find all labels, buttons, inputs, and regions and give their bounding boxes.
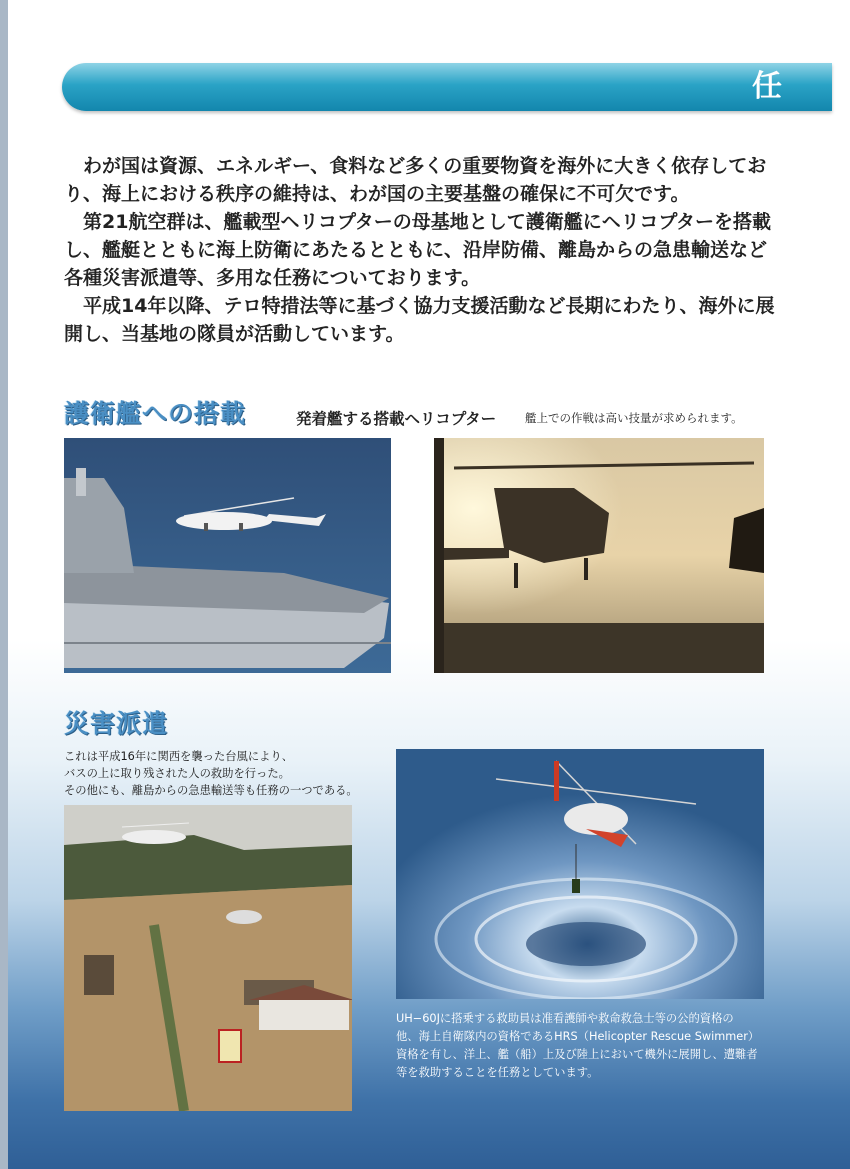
caption-landing-helicopter: 発着艦する搭載ヘリコプター bbox=[296, 410, 497, 428]
photo-flood-rescue bbox=[64, 805, 352, 1111]
page-edge bbox=[0, 0, 8, 1169]
caption-deck-operations: 艦上での作戦は高い技量が求められます。 bbox=[525, 411, 743, 425]
photo-destroyer-helicopter bbox=[64, 438, 391, 673]
section-heading-disaster: 災害派遣 bbox=[64, 709, 169, 738]
hrs-description-line: UH−60Jに搭乗する救助員は准看護師や救命救急士等の公的資格の bbox=[396, 1012, 734, 1025]
disaster-description-line: バスの上に取り残された人の救助を行った。 bbox=[64, 767, 290, 780]
hrs-description-line: 他、海上自衛隊内の資格であるHRS（Helicopter Rescue Swimmer） bbox=[396, 1030, 760, 1043]
photo-hoist-rescue bbox=[396, 749, 764, 999]
photo-helicopter-sunset bbox=[434, 438, 764, 673]
disaster-description-line: これは平成16年に関西を襲った台風により、 bbox=[64, 750, 294, 763]
hrs-description-line: 等を救助することを任務としています。 bbox=[396, 1066, 599, 1079]
hrs-description-line: 資格を有し、洋上、艦（船）上及び陸上において機外に展開し、遭難者 bbox=[396, 1048, 758, 1061]
section-heading-ship: 護衛艦への搭載 bbox=[64, 399, 247, 428]
page-title: 任 bbox=[752, 69, 782, 104]
disaster-description bbox=[64, 748, 358, 799]
hrs-description bbox=[396, 1010, 759, 1082]
section-header-bar bbox=[62, 63, 832, 111]
intro-paragraph: 第21航空群は、艦載型ヘリコプターの母基地として護衛艦にヘリコプターを搭載し、艦艇とともに海上防衛にあたるとともに、沿岸防備、離島からの急患輸送など各種災害派遣等、多用な任務についております。 bbox=[64, 211, 772, 289]
intro-text bbox=[64, 152, 784, 348]
intro-paragraph: 平成14年以降、テロ特措法等に基づく協力支援活動など長期にわたり、海外に展開し、当基地の隊員が活動しています。 bbox=[64, 295, 775, 345]
intro-paragraph: わが国は資源、エネルギー、食料など多くの重要物資を海外に大きく依存しており、海上における秩序の維持は、わが国の主要基盤の確保に不可欠です。 bbox=[64, 155, 767, 205]
disaster-description-line: その他にも、離島からの急患輸送等も任務の一つである。 bbox=[64, 784, 358, 797]
